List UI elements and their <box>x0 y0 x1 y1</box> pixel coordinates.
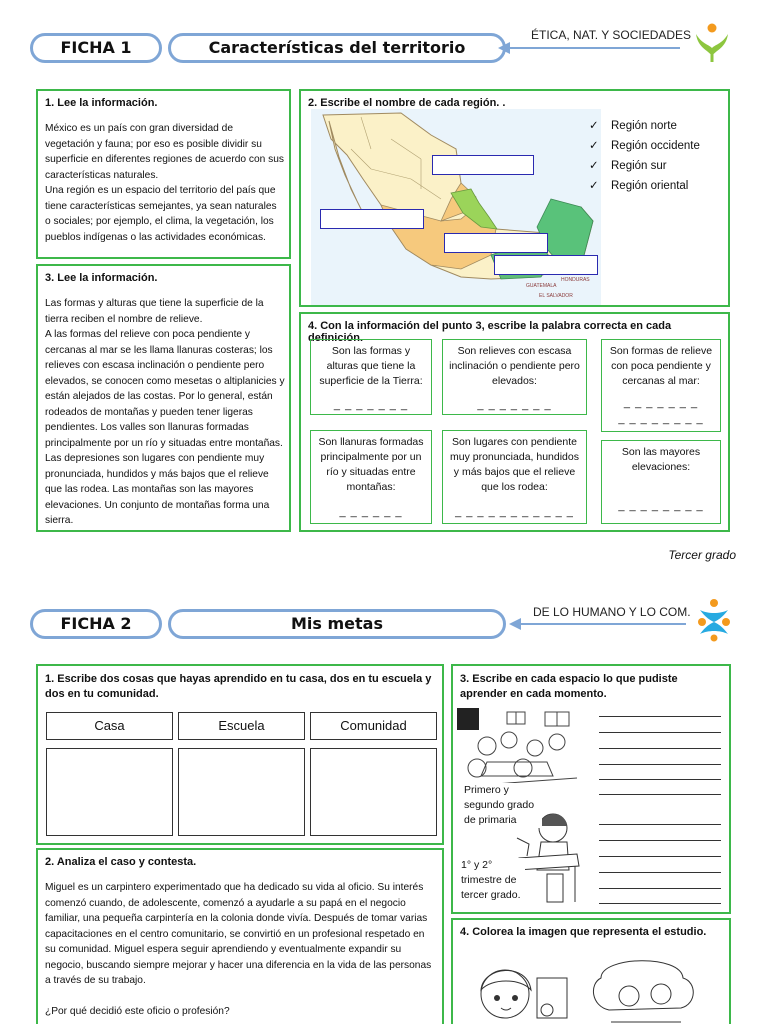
answer-line[interactable] <box>599 903 721 904</box>
grade-label: Tercer grado <box>668 548 736 562</box>
map-label-box-2[interactable] <box>320 209 424 229</box>
f2-section-3 <box>451 664 731 914</box>
definition-card-6[interactable]: Son las mayores elevaciones: _ _ _ _ _ _ _ _ <box>601 440 721 524</box>
column-header-escuela: Escuela <box>178 712 305 740</box>
region-item-2: ✓ Región occidente <box>589 140 700 152</box>
f2-s4-heading: 4. Colorea la imagen que representa el estudio. <box>460 926 707 938</box>
definition-blank[interactable]: _ _ _ _ _ _ _ <box>333 399 409 411</box>
definition-blank[interactable]: _ _ _ _ _ _ _ _ <box>618 500 704 512</box>
f1-s3-heading: 3. Lee la información. <box>45 272 158 284</box>
answer-line[interactable] <box>599 732 721 733</box>
answer-cell-casa[interactable] <box>46 748 173 836</box>
definition-card-4[interactable]: Son llanuras formadas principalmente por un río y situadas entre montañas: _ _ _ _ _ _ <box>310 430 432 524</box>
answer-line[interactable] <box>599 840 721 841</box>
f2-s2-question: ¿Por qué decidió este oficio o profesión? <box>45 1006 230 1017</box>
region-item-1: ✓ Región norte <box>589 120 677 132</box>
column-header-comunidad: Comunidad <box>310 712 437 740</box>
definition-blank[interactable]: _ _ _ _ _ _ <box>339 506 403 518</box>
f2-s2-text: Miguel es un carpintero experimentado que ha dedicado su vida al oficio. Su interés comenzó cuando, de adolescente, comenzó a ayudarle a su papá en el negocio familiar, una pequeña carpintería en la colonia donde vivía. Después de tomar varias capacitaciones en el centro comunitario, se convirtió en un profesional respetado en su comunidad. Miguel espera seguir aprendiendo y eventualmente expandir su negocio, buscando siempre mejorar y hacer una diferencia en la vida de las personas a través de su trabajo. <box>45 882 432 986</box>
answer-line[interactable] <box>599 824 721 825</box>
header-arrow-head <box>498 42 510 54</box>
answer-line[interactable] <box>599 764 721 765</box>
answer-line[interactable] <box>599 748 721 749</box>
coloring-illustration[interactable] <box>461 948 725 1026</box>
map-label-box-4[interactable] <box>494 255 598 275</box>
answer-cell-comunidad[interactable] <box>310 748 437 836</box>
f1-section-1 <box>36 89 291 259</box>
f1-s4-heading: 4. Con la información del punto 3, escribe la palabra correcta en cada definición. <box>308 320 672 344</box>
definition-blank[interactable]: _ _ _ _ _ _ _ <box>477 399 552 411</box>
map-label-box-1[interactable] <box>432 155 534 175</box>
column-header-casa: Casa <box>46 712 173 740</box>
definition-card-5[interactable]: Son lugares con pendiente muy pronunciada, hundidos y más bajos que el relieve que los rodea: _ _ _ _ _ _ _ _ _ _ _ <box>442 430 587 524</box>
f2-s2-heading: 2. Analiza el caso y contesta. <box>45 856 197 868</box>
answer-line[interactable] <box>599 856 721 857</box>
f1-section-3 <box>36 264 291 532</box>
f1-s3-p2: A las formas del relieve con poca pendiente y cercanas al mar se les llama llanuras costeras; los relieves con escasa inclinación o pendiente pero elevados, se conocen como mesetas o altiplanicies y están alejados de las costas. Por lo general, están rodeados de montañas y pueden tener ligeras pendientes. Los valles son llanuras formadas principalmente por un río y situadas entre montañas. Las depresiones son lugares con pendiente muy pronunciada, hundidos y más bajos que el relieve que las rodea. Las montañas son las mayores elevaciones. Un conjunto de montañas forma una sierra. <box>45 329 285 526</box>
region-item-3: ✓ Región sur <box>589 160 667 172</box>
definition-blank[interactable]: _ _ _ _ _ _ _ <box>623 397 699 409</box>
f2-section-4 <box>451 918 731 1024</box>
answer-cell-escuela[interactable] <box>178 748 305 836</box>
definition-blank[interactable]: _ _ _ _ _ _ _ _ _ _ _ <box>455 506 574 518</box>
ficha2-subject: DE LO HUMANO Y LO COM. <box>533 605 691 619</box>
s3-label-1: Primero y segundo grado de primaria <box>464 783 542 828</box>
f2-s1-heading: 1. Escribe dos cosas que hayas aprendido en tu casa, dos en tu escuela y dos en tu comunidad. <box>45 673 432 700</box>
human-logo-icon <box>694 598 734 642</box>
f1-s1-p2: Una región es un espacio del territorio del país que tiene características semejantes, ya sean naturales o sociales; por ejemplo, el clima, la vegetación, los pueblos indígenas o las actividades económicas. <box>45 185 277 243</box>
answer-line[interactable] <box>599 794 721 795</box>
ficha1-tag: FICHA 1 <box>30 33 162 63</box>
map-label-box-3[interactable] <box>444 233 548 253</box>
answer-line[interactable] <box>599 716 721 717</box>
f1-section-2 <box>299 89 730 307</box>
f2-s3-heading: 3. Escribe en cada espacio lo que pudiste aprender en cada momento. <box>460 673 678 700</box>
mexico-map <box>311 109 601 305</box>
f2-section-2 <box>36 848 444 1024</box>
answer-line[interactable] <box>599 872 721 873</box>
ficha1-subject: ÉTICA, NAT. Y SOCIEDADES <box>531 28 692 42</box>
ethics-logo-icon <box>692 22 732 64</box>
ficha1-title: Características del territorio <box>168 33 506 63</box>
f1-section-4 <box>299 312 730 532</box>
region-item-4: ✓ Región oriental <box>589 180 689 192</box>
svg-text:GUATEMALA: GUATEMALA <box>526 283 557 289</box>
svg-text:HONDURAS: HONDURAS <box>561 277 590 283</box>
ficha2-tag: FICHA 2 <box>30 609 162 639</box>
answer-line[interactable] <box>599 888 721 889</box>
header2-arrow-line <box>516 623 686 625</box>
definition-card-2[interactable]: Son relieves con escasa inclinación o pendiente pero elevados: _ _ _ _ _ _ _ <box>442 339 587 415</box>
definition-blank-2[interactable]: _ _ _ _ _ _ _ _ <box>618 413 704 425</box>
header2-arrow-head <box>509 618 521 630</box>
answer-line[interactable] <box>599 779 721 780</box>
f1-s2-heading: 2. Escribe el nombre de cada región. . <box>308 97 506 109</box>
f1-s1-heading: 1. Lee la información. <box>45 97 158 109</box>
svg-text:EL SALVADOR: EL SALVADOR <box>539 293 573 299</box>
header-arrow-line <box>505 47 680 49</box>
s3-label-2: 1° y 2° trimestre de tercer grado. <box>461 858 525 903</box>
f2-section-1 <box>36 664 444 845</box>
ficha2-title: Mis metas <box>168 609 506 639</box>
f1-s1-p1: México es un país con gran diversidad de vegetación y fauna; por eso es posible dividir su superficie en diferentes regiones de acuerdo con sus características naturales. <box>45 123 284 181</box>
definition-card-3[interactable]: Son formas de relieve con poca pendiente y cercanas al mar: _ _ _ _ _ _ _ _ _ _ _ _ _ _ _ <box>601 339 721 432</box>
definition-card-1[interactable]: Son las formas y alturas que tiene la superficie de la Tierra: _ _ _ _ _ _ _ <box>310 339 432 415</box>
f1-s3-p1: Las formas y alturas que tiene la superficie de la tierra reciben el nombre de relieve. <box>45 298 264 325</box>
